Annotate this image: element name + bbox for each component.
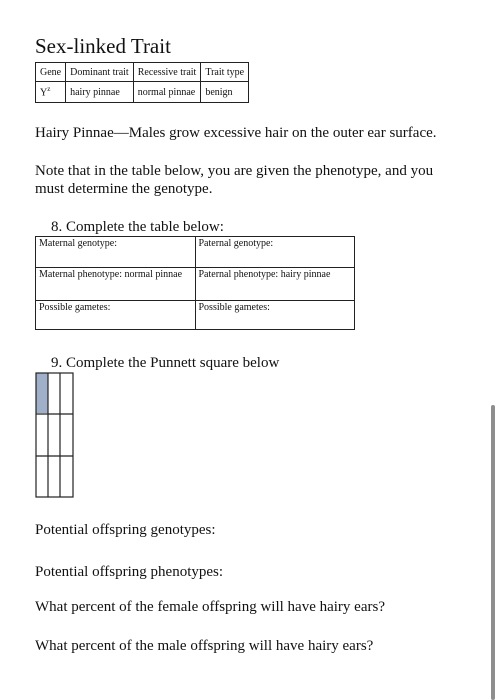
header-dominant-trait: Dominant trait [66,63,134,82]
trait-table-row [36,82,249,103]
paternal-gametes-cell[interactable]: Possible gametes: [195,301,355,330]
scrollbar[interactable] [491,405,495,700]
cell-gene [36,82,66,103]
offspring-phenotypes-prompt: Potential offspring phenotypes: [35,564,224,580]
instruction-note: Note that in the table below, you are given the phenotype, and you must determine the genotype. [35,163,434,197]
paternal-genotype-cell[interactable]: Paternal genotype: [195,237,355,268]
genotype-table [35,236,355,330]
paternal-phenotype-cell: Paternal phenotype: hairy pinnae [195,268,355,301]
page-title: Sex-linked Trait [35,34,171,58]
header-gene: Gene [36,63,66,82]
question-9: 9. Complete the Punnett square below [51,355,280,371]
offspring-genotypes-prompt: Potential offspring genotypes: [35,522,216,538]
header-recessive-trait: Recessive trait [133,63,201,82]
punnett-square [35,372,74,498]
question-8: 8. Complete the table below: [51,219,224,235]
maternal-genotype-cell[interactable]: Maternal genotype: [36,237,196,268]
phenotype-row [36,268,355,301]
genotype-row [36,237,355,268]
gene-symbol: Y [40,87,48,99]
trait-table [35,62,249,103]
header-trait-type: Trait type [201,63,249,82]
gametes-row [36,301,355,330]
cell-trait-type: benign [201,82,249,103]
trait-table-header-row [36,63,249,82]
gene-superscript: z [47,85,51,94]
male-hairy-question: What percent of the male offspring will have hairy ears? [35,638,374,654]
maternal-phenotype-cell: Maternal phenotype: normal pinnae [36,268,196,301]
cell-recessive-trait: normal pinnae [133,82,201,103]
trait-description: Hairy Pinnae—Males grow excessive hair on the outer ear surface. [35,125,437,141]
maternal-gametes-cell[interactable]: Possible gametes: [36,301,196,330]
female-hairy-question: What percent of the female offspring will have hairy ears? [35,599,385,615]
cell-dominant-trait: hairy pinnae [66,82,134,103]
punnett-selected-cell[interactable] [36,373,48,413]
